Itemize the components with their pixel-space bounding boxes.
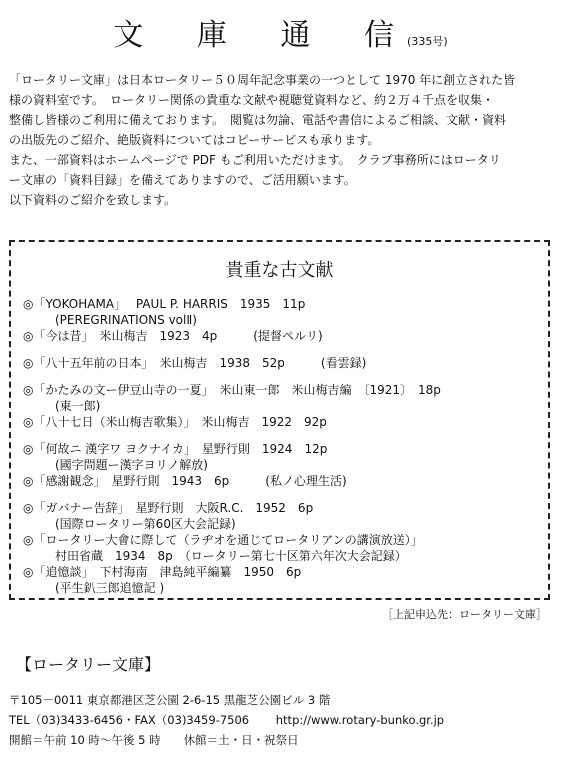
document-subtitle: (平生釟三郎追憶記 ) bbox=[55, 581, 165, 595]
document-entry: ◎「八十五年前の日本」 米山梅吉 1938 52p (看雲録) bbox=[23, 356, 367, 370]
document-entry: ◎「ガバナー告辞」 星野行則 大阪R.C. 1952 6p bbox=[23, 501, 314, 515]
document-group bbox=[23, 441, 540, 489]
document-subtitle: (国際ロータリー第60区大会記録) bbox=[55, 517, 236, 531]
rare-documents-box bbox=[9, 240, 550, 600]
document-entry: ◎「感謝観念」 星野行則 1943 6p (私ノ心理生活) bbox=[23, 474, 347, 488]
document-subtitle: (東一郎) bbox=[55, 399, 101, 413]
opening-hours: 開館＝午前 10 時～午後 5 時 休館＝土・日・祝祭日 bbox=[9, 733, 299, 747]
intro-line: 「ロータリー文庫」は日本ロータリー５０周年記念事業の一つとして 1970 年に創立された皆 bbox=[9, 73, 516, 87]
document-group bbox=[23, 382, 540, 430]
document-subtitle: (國字問題ー漢字ヨリノ解放) bbox=[55, 458, 208, 472]
document-entry: ◎「追憶談」 下村海南 津島純平編纂 1950 6p bbox=[23, 565, 302, 579]
document-entry: ◎「かたみの文ー伊豆山寺の一夏」 米山東一郎 米山梅吉編 〔1921〕 18p bbox=[23, 383, 441, 397]
contact-info bbox=[9, 690, 444, 750]
intro-line: 様の資料室です。 ロータリー関係の貴重な文献や視聴覚資料など、約２万４千点を収集・ bbox=[9, 93, 495, 107]
intro-line: 以下資料のご紹介を致します。 bbox=[9, 193, 177, 207]
document-group bbox=[23, 500, 540, 596]
intro-line: また、一部資料はホームページで PDF もご利用いただけます。 クラブ事務所にはロータリ bbox=[9, 153, 501, 167]
intro-text bbox=[9, 70, 554, 210]
page-title: 文 庫 通 信 bbox=[113, 18, 416, 53]
document-subtitle: (PEREGRINATIONS volⅡ) bbox=[55, 313, 197, 327]
document-entry: ◎「今は昔」 米山梅吉 1923 4p (提督ペルリ) bbox=[23, 329, 323, 343]
box-title: 貴重な古文献 bbox=[225, 260, 334, 281]
org-name: 【ロータリー文庫】 bbox=[16, 655, 161, 674]
title-row bbox=[0, 10, 561, 54]
document-entry: ◎「何故ニ 漢字ワ ヨクナイカ」 星野行則 1924 12p bbox=[23, 442, 328, 456]
document-list bbox=[23, 296, 540, 607]
issue-number: (335号) bbox=[407, 34, 448, 48]
intro-line: の出版先のご紹介、絶版資料についてはコピーサービスも承ります。 bbox=[9, 133, 380, 147]
document-group bbox=[23, 355, 540, 371]
document-entry: ◎「YOKOHAMA」 PAUL P. HARRIS 1935 11p bbox=[23, 297, 306, 311]
document-subtitle: 村田省蔵 1934 8p （ロータリー第七十区第六年次大会記録） bbox=[55, 549, 407, 563]
intro-line: ー文庫の「資料目録」を備えてありますので、ご活用願います。 bbox=[9, 173, 356, 187]
phone-fax-url: TEL（03)3433-6456・FAX（03)3459-7506 http://www.rotary-bunko.gr.jp bbox=[9, 713, 445, 727]
intro-line: 整備し皆様のご利用に備えております。 閲覧は勿論、電話や書信によるご相談、文献・資料 bbox=[9, 113, 507, 127]
document-entry: ◎「ロータリー大會に際して（ラヂオを通じてロータリアンの講演放送）」 bbox=[23, 533, 423, 547]
document-entry: ◎「八十七日（米山梅吉歌集）」 米山梅吉 1922 92p bbox=[23, 415, 327, 429]
document-group bbox=[23, 296, 540, 344]
apply-to-note: ［上記申込先：ロータリー文庫］ bbox=[382, 608, 547, 621]
address: 〒105－0011 東京都港区芝公園 2-6-15 黒龍芝公園ビル 3 階 bbox=[9, 693, 331, 707]
